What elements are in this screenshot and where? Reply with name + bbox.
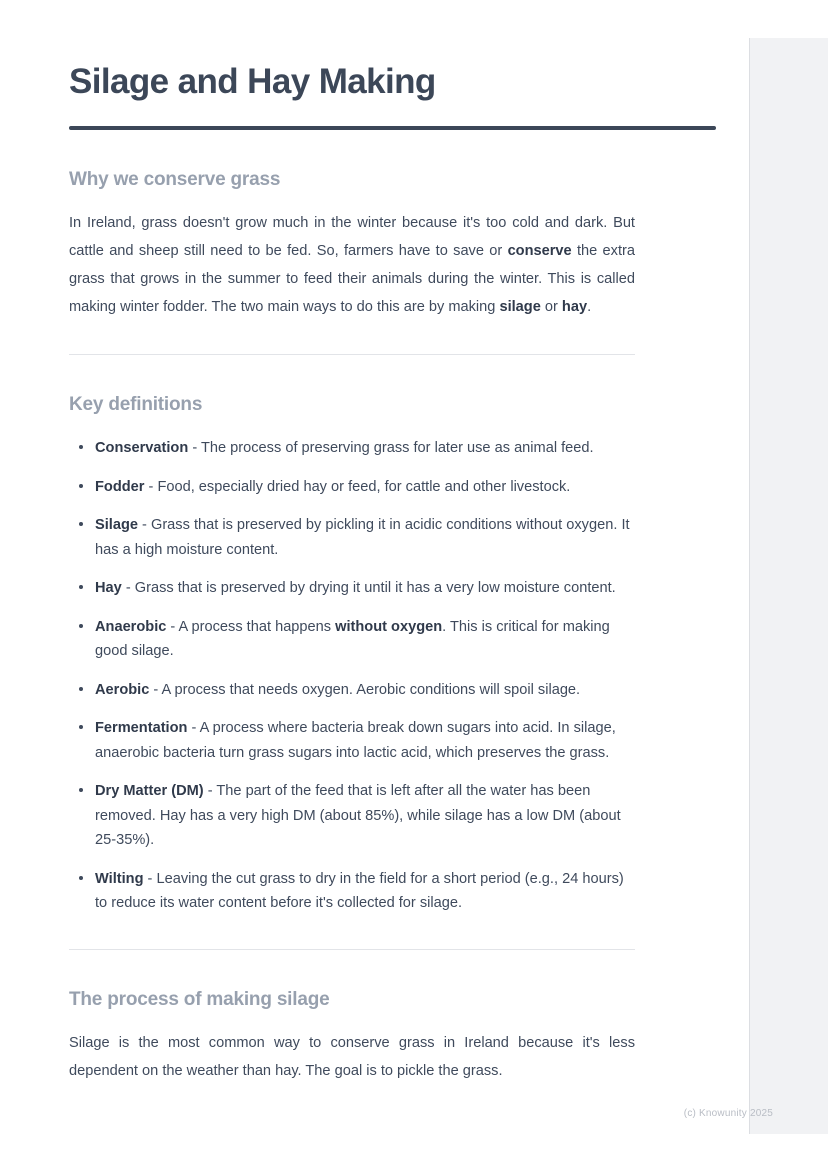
emphasis-text: Wilting [95,870,144,887]
plain-text: - Food, especially dried hay or feed, for cattle and other livestock. [144,478,571,495]
list-item [69,436,635,461]
list-item [69,678,635,703]
list-item-text [95,580,616,596]
list-item [69,779,635,853]
list-item-text [95,871,624,912]
list-item-text [95,440,594,456]
section-heading-the-process-of-making-silage: The process of making silage [69,988,330,1010]
paragraph-why-we-conserve-grass [69,209,635,321]
plain-text: In Ireland, grass doesn't grow much in the winter because it's too cold and dark. But cattle and sheep still need to be fed. So, farmers have to save or [69,215,635,259]
bullet-icon [79,788,83,792]
plain-text: Silage is the most common way to conserve grass in Ireland because it's less dependent on the weather than hay. The goal is to pickle the grass. [69,1034,635,1079]
bullet-icon [79,725,83,729]
emphasis-text: Aerobic [95,681,150,698]
emphasis-text: Fodder [95,478,145,495]
title-underline [69,126,716,130]
bullet-icon [79,624,83,628]
bullet-icon [79,876,83,880]
emphasis-text: Silage [95,517,138,533]
watermark: (c) Knowunity 2025 [683,1108,773,1119]
plain-text: . [587,299,592,315]
paragraph-process-of-making-silage [69,1029,635,1085]
plain-text: or [540,299,562,315]
scroll-strip[interactable] [749,38,828,1134]
bullet-icon [79,585,83,589]
list-item-text [95,619,610,660]
emphasis-text: silage [499,299,541,315]
list-item [69,615,635,664]
bullet-icon [79,445,83,449]
bullet-icon [79,522,83,526]
list-item [69,513,635,562]
plain-text: - Leaving the cut grass to dry in the field for a short period (e.g., 24 hours) to reduce its water content before it's collected for silage. [95,870,624,911]
plain-text: the extra grass that grows in the summer to feed their animals during the winter. This is called making winter fodder. The two main ways to do this are by making [69,243,636,315]
list-item-text [95,682,580,698]
section-heading-key-definitions: Key definitions [69,394,203,415]
list-item-text [95,479,570,495]
emphasis-text: without oxygen [335,618,443,635]
emphasis-text: Dry Matter (DM) [95,783,204,799]
list-item [69,716,635,765]
section-heading-why-we-conserve-grass: Why we conserve grass [69,169,281,190]
emphasis-text: Conservation [95,440,189,456]
document-content [69,60,635,1085]
plain-text: - The part of the feed that is left after all the water has been removed. Hay has a very high DM (about 85%), while silage has a low DM (about 25-35%). [95,783,621,848]
bullet-icon [79,484,83,488]
page-title: Silage and Hay Making [69,62,436,101]
emphasis-text: Fermentation [95,720,188,736]
plain-text: - A process that happens [166,618,336,635]
list-item-text [95,517,630,558]
plain-text: - A process where bacteria break down sugars into acid. In silage, anaerobic bacteria turn grass sugars into lactic acid, which preserves the grass. [95,720,616,761]
list-item-text [95,720,616,761]
emphasis-text: Anaerobic [95,618,167,635]
emphasis-text: hay [561,299,588,315]
key-definitions-list [69,436,635,916]
section-divider [69,354,635,355]
list-item [69,475,635,500]
list-item [69,867,635,916]
plain-text: - Grass that is preserved by pickling it in acidic conditions without oxygen. It has a high moisture content. [95,517,630,558]
list-item [69,576,635,601]
emphasis-text: Hay [95,580,122,596]
plain-text: - Grass that is preserved by drying it until it has a very low moisture content. [121,580,616,596]
emphasis-text: conserve [507,243,572,259]
plain-text: . This is critical for making good silage. [95,618,610,659]
section-divider [69,949,635,950]
list-item-text [95,783,621,848]
plain-text: - A process that needs oxygen. Aerobic conditions will spoil silage. [149,681,581,698]
bullet-icon [79,687,83,691]
plain-text: - The process of preserving grass for later use as animal feed. [188,440,594,456]
